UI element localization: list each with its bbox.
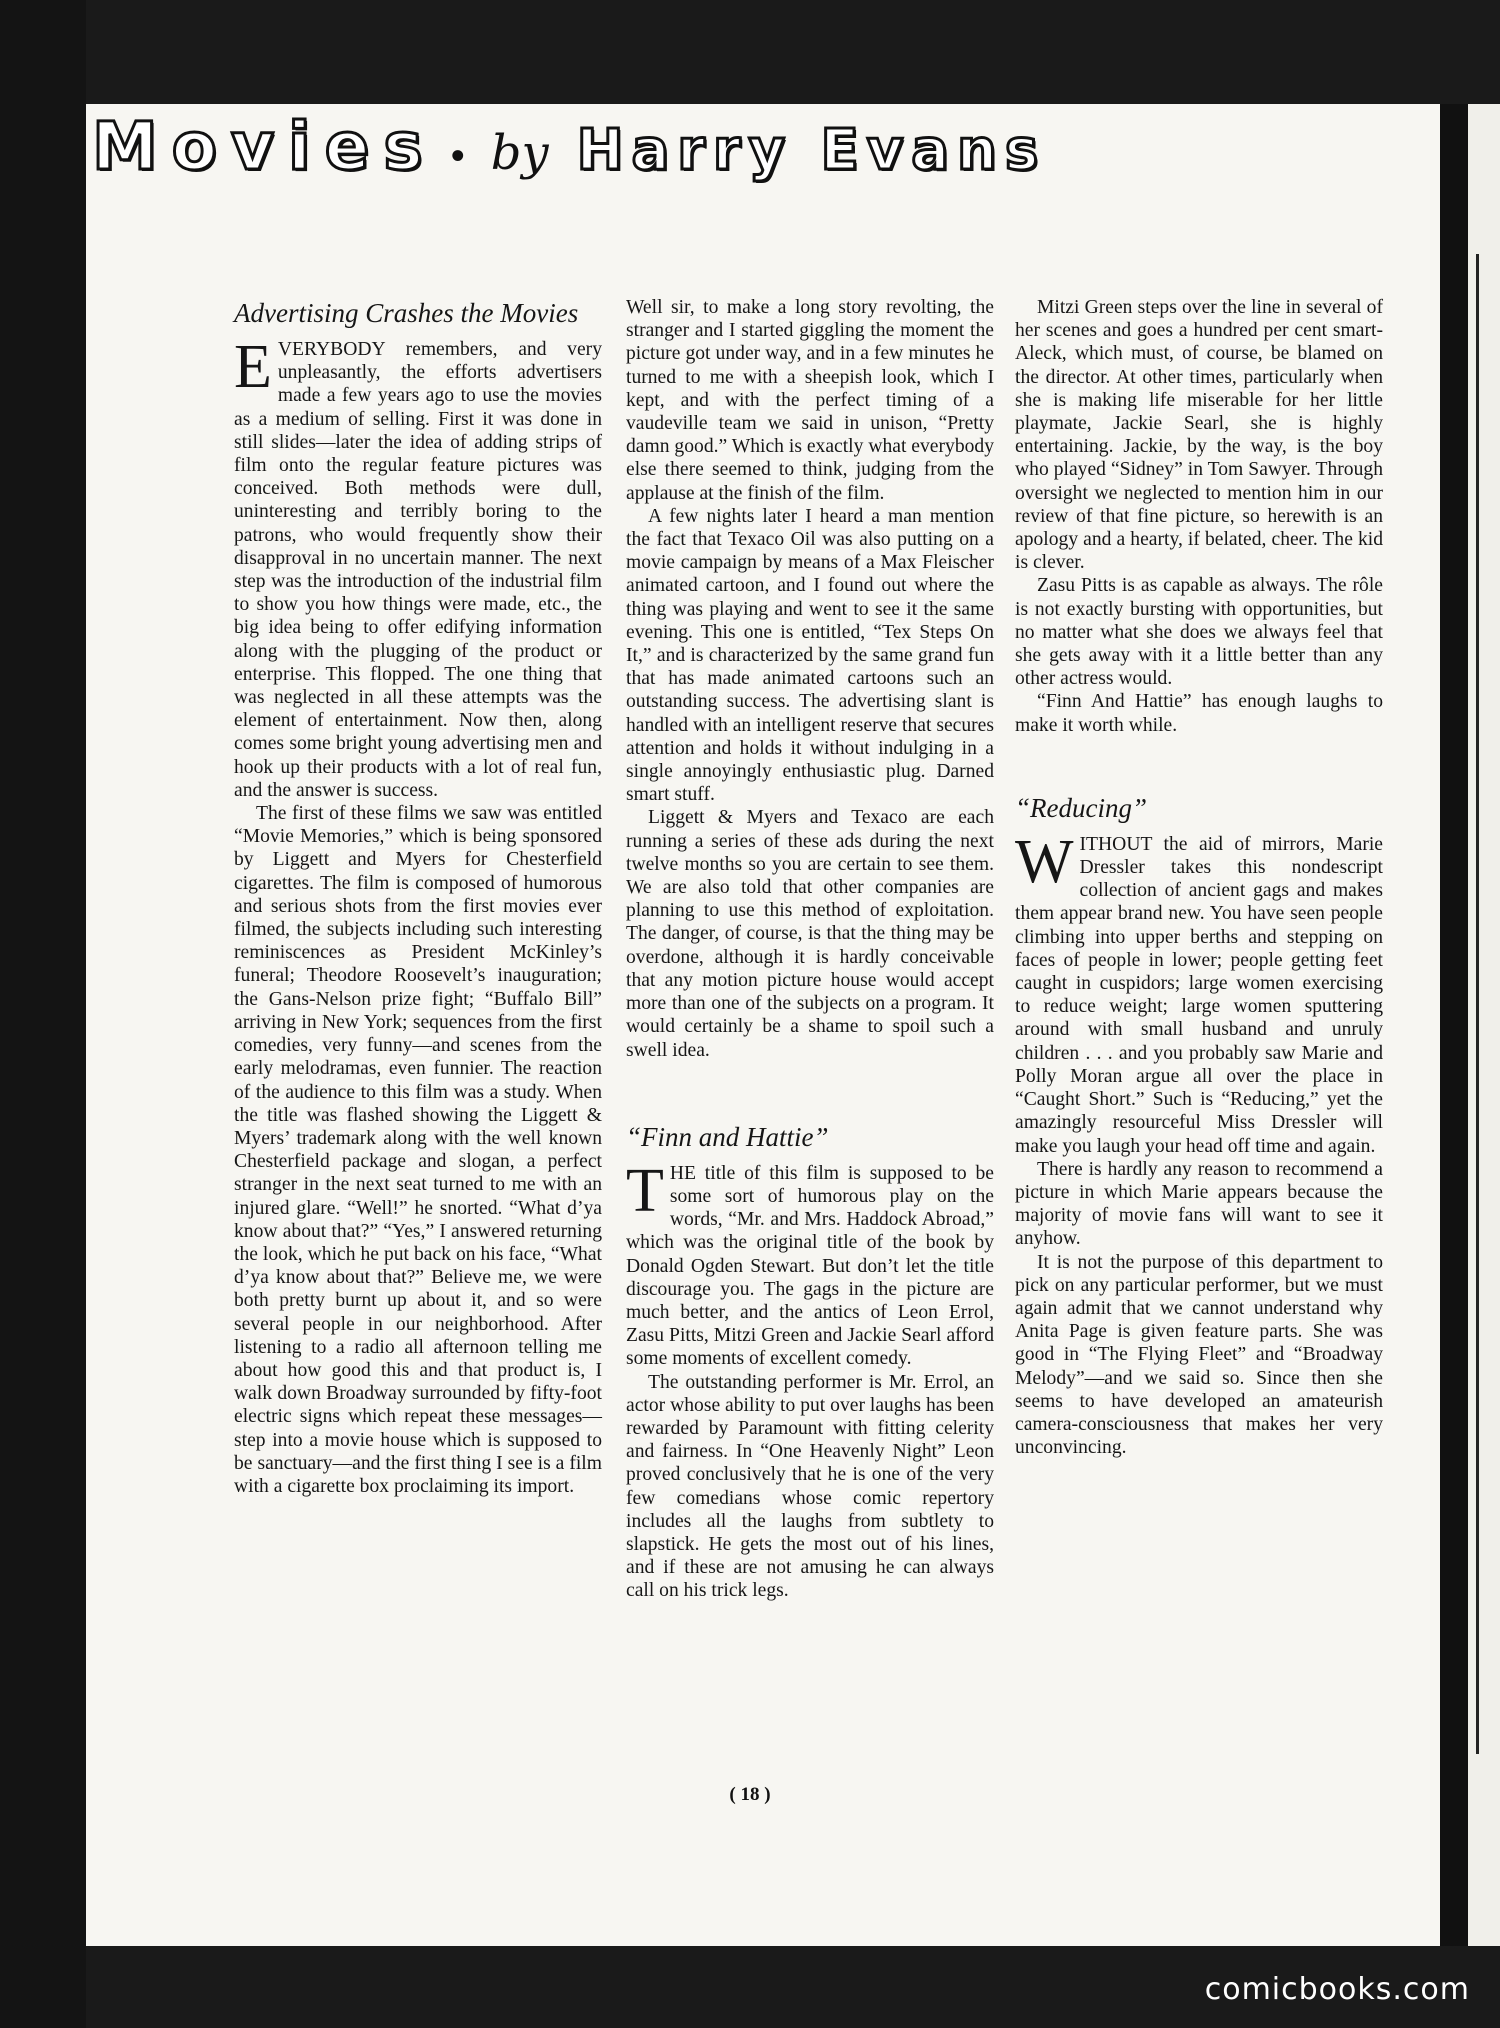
author-name: Harry Evans [576,118,1047,183]
paragraph [626,1156,994,1371]
article-column-3 [1015,296,1383,1459]
page-number: ( 18 ) [729,1784,771,1805]
page-header [92,108,1342,188]
drop-cap: W [1015,827,1074,896]
paragraph: The first of these films we saw was entitled “Movie Memories,” which is being sponsored by Liggett and Myers for Chesterfield cigarettes. The film is composed of humorous and serious shots from the first movies ever filmed, the subjects including such interesting reminiscences as President McKinley’s funeral; Theodore Roosevelt’s inauguration; the Gans-Nelson prize fight; “Buffalo Bill” arriving in New York; sequences from the first comedies, very funny—and scenes from the early melodramas, even funnier. The reaction of the audience to this film was a study. When the title was flashed showing the Liggett & Myers’ trademark along with the well known Chesterfield package and slogan, a perfect stranger in the next seat turned to me with an injured glare. “Well!” he snorted. “What d’ya know about that?” “Yes,” I answered returning the look, which he put back on his face, “What d’ya know about that?” Believe me, we were both pretty burnt up about it, and so were several people in our neighborhood. After listening to a radio all afternoon telling me about how good this and that product is, I walk down Broadway surrounded by fifty-foot electric signs which repeat these messages—step into a movie house which is supposed to be sanctuary—and the first thing I see is a film with a cigarette box proclaiming its import. [234,803,602,1497]
paragraph: Well sir, to make a long story revolting, the stranger and I started giggling the moment the picture got under way, and in a few minutes he turned to me with a sheepish look, which I kept, and with the perfect timing of a vaudeville team we said in unison, “Pretty damn good.” Which is exactly what everybody else there seemed to think, judging from the applause at the finish of the film. [626,297,995,504]
subhead-finn-and-hattie: “Finn and Hattie” [626,1121,829,1152]
drop-cap: E [234,333,272,401]
paragraph [1015,827,1383,1158]
paragraph: Liggett & Myers and Texaco are each running a series of these ads during the next twelve months so you are certain to see them. We are also told that other companies are planning to use this method of exploitation. The danger, of course, is that the thing may be overdone, although it is hardly conceivable that any motion picture house would accept more than one of the subjects on a program. It would certainly be a shame to spoil such a swell idea. [626,807,994,1061]
paragraph: It is not the purpose of this department to pick on any particular performer, but we must again admit that we cannot understand why Anita Page is given feature parts. She was good in “The Flying Fleet” and “Broadway Melody”—and we said so. Since then she seems to have developed an amateurish camera-consciousness that makes her very unconvincing. [1015,1251,1383,1459]
scan-border-left [0,0,86,2028]
drop-cap: T [626,1156,664,1225]
paragraph: A few nights later I heard a man mention the fact that Texaco Oil was also putting on a movie campaign by means of a Max Fleischer animated cartoon, and I found out where the thing was playing and went to see it the same evening. This one is entitled, “Tex Steps On It,” and is characterized by the same grand fun that has made animated cartoons such an outstanding success. The advertising slant is handled with an intelligent reserve that secures attention and holds it without indulging in a single annoyingly enthusiastic plug. Darned smart stuff. [626,505,994,806]
subhead-advertising: Advertising Crashes the Movies [234,298,579,328]
adjacent-page-rule [1476,254,1479,1754]
paragraph-text: HE title of this film is supposed to be some sort of humorous play on the words, “Mr. and Mrs. Haddock Abroad,” which was the original title of the book by Donald Ogden Stewart. But don’t let the title discourage you. The gags in the picture are much better, and the antics of Leon Errol, Zasu Pitts, Mitzi Green and Jackie Searl afford some moments of excellent comedy. [626,1162,994,1370]
header-separator: • [450,133,465,178]
paragraph: There is hardly any reason to recommend a picture in which Marie appears because the majority of movie fans will want to see it anyhow. [1015,1158,1383,1250]
paragraph: The outstanding performer is Mr. Errol, an actor whose ability to put over laughs has been rewarded by Paramount with fitting celerity and fairness. In “One Heavenly Night” Leon proved conclusively that he is one of the very few comedians whose comic repertory includes all the laughs from subtlety to slapstick. He gets the most out of his lines, and if these are not amusing he can always call on his trick legs. [626,1371,994,1602]
site-watermark: comicbooks.com [1204,1972,1470,2007]
section-title: Movies [92,108,437,185]
byline-prefix: by [490,125,549,181]
article-column-1 [234,296,602,1498]
paragraph-text: ITHOUT the aid of mirrors, Marie Dressler takes this nondescript collection of ancient gags and makes them appear brand new. You have seen people climbing into upper berths and stepping on faces of people in lower; people getting feet caught in cuspidors; large women exercising to reduce weight; large women sputtering around with small husband and unruly children . . . and you probably saw Marie and Polly Moran argue all over the place in “Caught Short.” Such is “Reducing,” yet the amazingly resourceful Miss Dressler will make you laugh your head off time and again. [1015,833,1383,1157]
paragraph: Mitzi Green steps over the line in several of her scenes and goes a hundred per cent smart-Aleck, which must, of course, be blamed on the director. At other times, particularly when she is making life miserable for her little playmate, Jackie Searl, she is highly entertaining. Jackie, by the way, is the boy who played “Sidney” in Tom Sawyer. Through oversight we neglected to mention him in our review of that fine picture, so herewith is an apology and a hearty, if belated, cheer. The kid is clever. [1015,297,1383,574]
section-spacer [1015,737,1383,791]
page-gutter-shadow [1440,104,1468,1946]
paragraph [234,333,602,802]
adjacent-page-edge [1468,104,1500,1946]
paragraph-text: VERYBODY remembers, and very unpleasantly, the efforts advertisers made a few years ago to use the movies as a medium of selling. First it was done in still slides—later the idea of adding strips of film onto the regular feature pictures was conceived. Both methods were dull, uninteresting and terribly boring to the patrons, who would frequently show their disapproval in no uncertain manner. The next step was the introduction of the industrial film to show you how things were made, etc., the big idea being to offer edifying information along with the plugging of the product or enterprise. This flopped. The one thing that was neglected in all these attempts was the element of entertainment. Now then, along comes some bright young advertising men and hook up their products with a lot of real fun, and the answer is success. [234,339,602,801]
subhead-reducing: “Reducing” [1015,792,1147,823]
section-spacer [626,1062,994,1120]
paragraph: “Finn And Hattie” has enough laughs to make it worth while. [1015,691,1383,736]
article-column-2 [626,296,994,1603]
paragraph: Zasu Pitts is as capable as always. The rôle is not exactly bursting with opportunities, but no matter what she does we always feel that she gets away with it a little better than any other actress would. [1015,575,1383,690]
